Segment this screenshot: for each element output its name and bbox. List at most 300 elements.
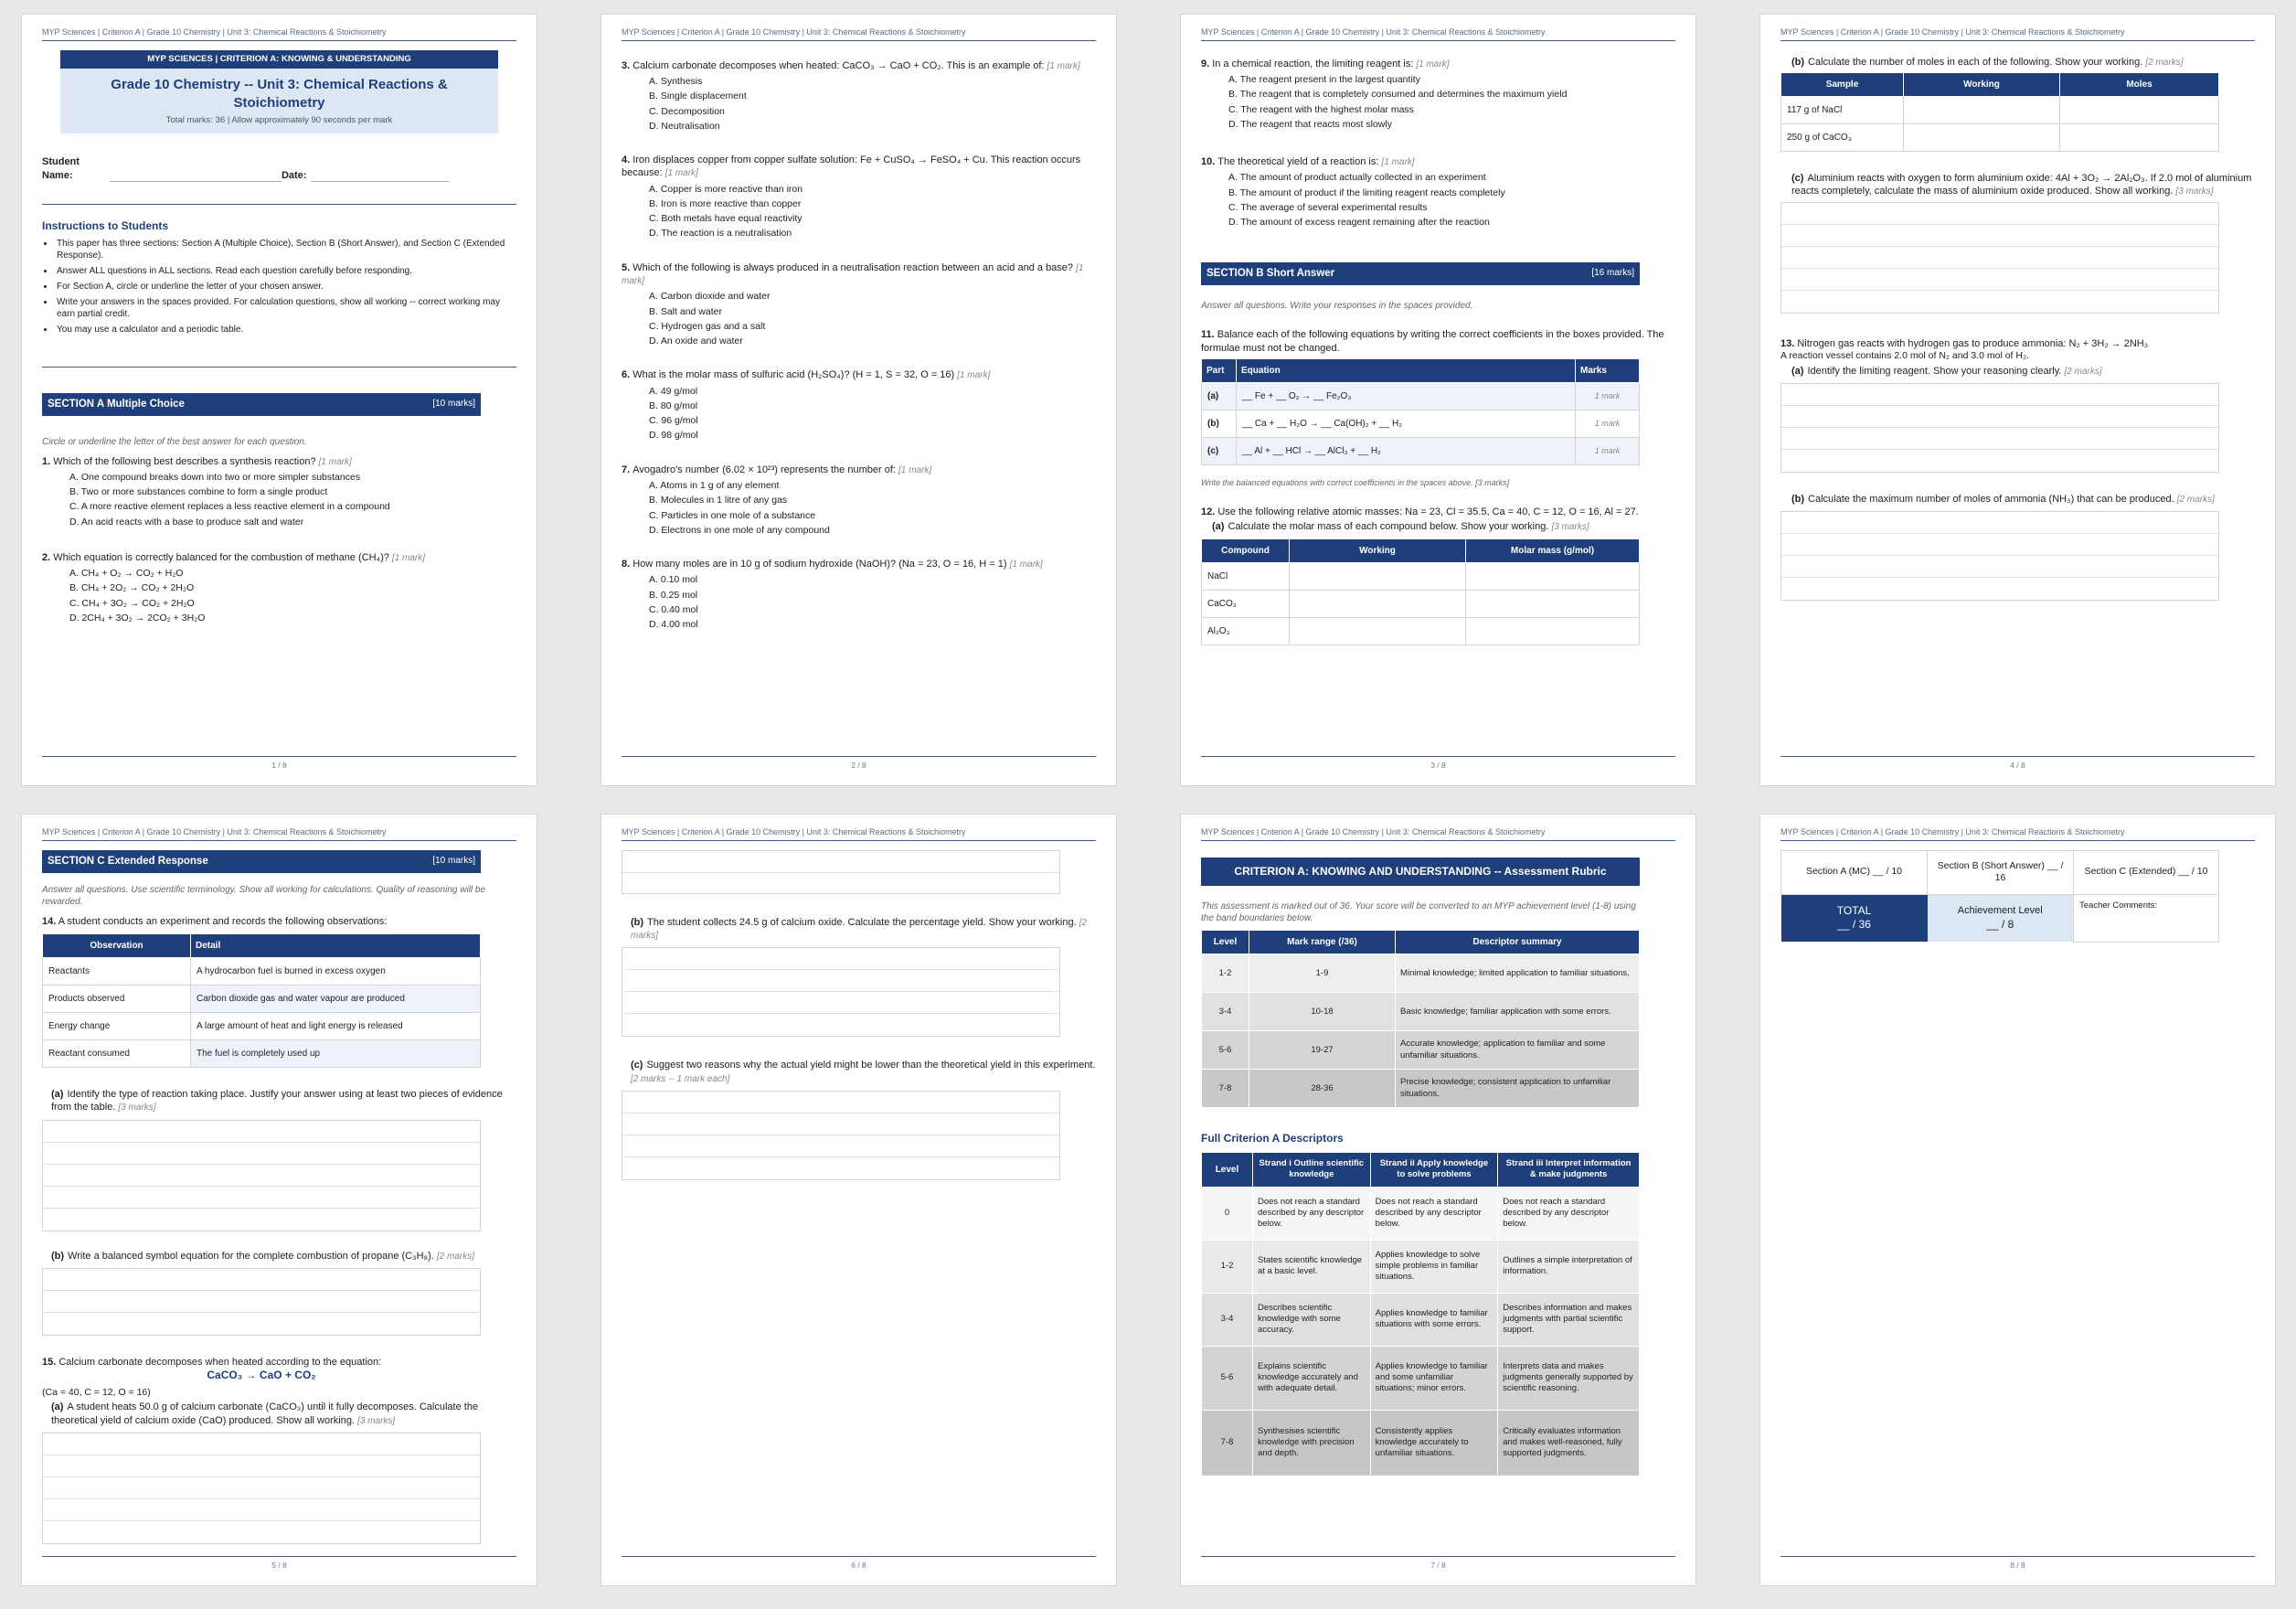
question-15 (42, 1356, 516, 1369)
option[interactable]: C. Hydrogen gas and a salt (649, 320, 766, 332)
question-12b (1791, 56, 2255, 69)
observation-cell: Reactant consumed (43, 1039, 191, 1067)
answer-box[interactable] (1780, 511, 2219, 601)
option[interactable]: C. 0.40 mol (649, 603, 698, 615)
section-note: Answer all questions. Use scientific terminology. Show all working for calculations. Quality of reasoning will be rewarded. (42, 884, 486, 907)
working-cell[interactable] (1904, 96, 2060, 123)
option[interactable]: D. An acid reacts with a base to produce salt and water (69, 516, 304, 527)
column-header: Observation (43, 933, 191, 957)
score-summary-table (1780, 850, 2219, 943)
running-header: MYP Sciences | Criterion A | Grade 10 Chemistry | Unit 3: Chemical Reactions & Stoichiometry (1780, 827, 2255, 841)
part-label: (b) (1202, 410, 1237, 437)
question-number: 8. (622, 559, 631, 570)
table-row (43, 1012, 481, 1039)
question-number: 14. (42, 915, 57, 927)
strand-cell: Explains scientific knowledge accurately and with adequate detail. (1253, 1346, 1371, 1410)
section-marks: [10 marks] (432, 855, 475, 866)
page-footer: 8 / 8 (1780, 1556, 2255, 1571)
table-row (43, 957, 481, 985)
rubric-title: CRITERION A: KNOWING AND UNDERSTANDING -- Assessment Rubric (1201, 858, 1640, 887)
section-b-score[interactable]: Section B (Short Answer) __ / 16 (1928, 850, 2074, 894)
working-cell[interactable] (1290, 563, 1466, 591)
column-header: Descriptor summary (1396, 931, 1640, 954)
option[interactable]: A. Carbon dioxide and water (649, 291, 771, 303)
section-a-score[interactable]: Section A (MC) __ / 10 (1781, 850, 1928, 894)
answer-cell[interactable] (1466, 618, 1640, 645)
achievement-level[interactable] (1928, 894, 2074, 942)
option[interactable]: C. CH₄ + 3O₂ → CO₂ + 2H₂O (69, 597, 195, 609)
page-footer: 6 / 8 (622, 1556, 1096, 1571)
section-title: SECTION C Extended Response (48, 855, 208, 867)
full-descriptors-heading: Full Criterion A Descriptors (1201, 1132, 1344, 1145)
sub-mark: [2 marks] (2176, 494, 2215, 505)
table-row (1202, 1240, 1640, 1293)
sub-label: (c) (1791, 172, 1804, 184)
part-label: (a) (1202, 382, 1237, 410)
sub-text: Aluminium reacts with oxygen to form aluminium oxide: 4Al + 3O₂ → 2Al₂O₃. If 2.0 mol of aluminium reacts completely, calculate the mass of aluminium oxide produced. Show all working. (1791, 172, 2252, 197)
question-13-context: A reaction vessel contains 2.0 mol of N₂ and 3.0 mol of H₂. (1780, 349, 2029, 361)
range-cell: 1-9 (1249, 954, 1396, 993)
option[interactable]: A. 49 g/mol (649, 385, 698, 397)
option[interactable]: B. Salt and water (649, 305, 722, 317)
table-row (1202, 1293, 1640, 1346)
option[interactable]: A. Synthesis (649, 75, 703, 87)
option[interactable]: A. Copper is more reactive than iron (649, 183, 803, 195)
sub-text: Write a balanced symbol equation for the complete combustion of propane (C₃H₈). (68, 1250, 434, 1262)
running-header: MYP Sciences | Criterion A | Grade 10 Chemistry | Unit 3: Chemical Reactions & Stoichiometry (1201, 827, 1675, 841)
answer-box[interactable] (622, 850, 1060, 894)
question-number: 2. (42, 551, 51, 563)
range-cell: 19-27 (1249, 1031, 1396, 1070)
date-line[interactable] (312, 164, 449, 182)
column-header: Sample (1781, 72, 1904, 96)
question-13a (1791, 365, 2255, 378)
section-b-header (1201, 262, 1640, 285)
option[interactable]: D. 4.00 mol (649, 619, 698, 631)
question-mark: [1 mark] (1416, 59, 1450, 69)
question-text: Which equation is correctly balanced for the combustion of methane (CH₄)? (53, 551, 389, 563)
observation-cell: Reactants (43, 957, 191, 985)
sub-text: Calculate the number of moles in each of the following. Show your working. (1808, 56, 2143, 68)
descriptor-cell: Minimal knowledge; limited application to familiar situations. (1396, 954, 1640, 993)
sub-text: Calculate the molar mass of each compound below. Show your working. (1228, 520, 1549, 532)
sub-label: (b) (1791, 56, 1805, 68)
table-row (1202, 437, 1640, 464)
question-10 (1201, 155, 1675, 229)
sub-label: (b) (1791, 493, 1805, 505)
question-number: 9. (1201, 58, 1210, 69)
option[interactable]: C. The reagent with the highest molar mass (1228, 103, 1414, 115)
strand-cell: Describes scientific knowledge with some accuracy. (1253, 1293, 1371, 1346)
running-header: MYP Sciences | Criterion A | Grade 10 Chemistry | Unit 3: Chemical Reactions & Stoichiometry (622, 827, 1096, 841)
option[interactable]: B. 0.25 mol (649, 589, 698, 601)
answer-box[interactable] (1780, 383, 2219, 473)
option[interactable]: D. 2CH₄ + 3O₂ → 2CO₂ + 3H₂O (69, 612, 206, 623)
question-number: 10. (1201, 156, 1216, 168)
sub-label: (a) (1212, 520, 1225, 532)
question-number: 11. (1201, 329, 1215, 341)
question-2 (42, 551, 516, 625)
instruction-item: • This paper has three sections: Section A (Multiple Choice), Section B (Short Answer), and Section C (Extended Response). (55, 238, 516, 261)
detail-cell: A hydrocarbon fuel is burned in excess oxygen (191, 957, 481, 985)
sub-mark: [3 marks] (357, 1415, 396, 1426)
level-cell: 1-2 (1202, 954, 1249, 993)
question-15c (631, 1059, 1096, 1085)
range-cell: 28-36 (1249, 1070, 1396, 1108)
page-2 (601, 15, 1116, 785)
question-text: Calcium carbonate decomposes when heated according to the equation: (58, 1356, 382, 1368)
column-header: Equation (1237, 358, 1576, 382)
level-cell: 7-8 (1202, 1070, 1249, 1108)
table-row (1202, 954, 1640, 993)
level-cell: 3-4 (1202, 993, 1249, 1031)
molar-mass-table (1201, 538, 1640, 645)
table-row (43, 1039, 481, 1067)
achievement-label: Achievement Level (1957, 905, 2043, 917)
table-row (1202, 993, 1640, 1031)
question-14b (51, 1250, 516, 1263)
answer-cell[interactable] (1466, 563, 1640, 591)
option[interactable]: C. A more reactive element replaces a less reactive element in a compound (69, 501, 390, 513)
question-mark: [1 mark] (898, 464, 932, 475)
strand-cell: Synthesises scientific knowledge with precision and depth. (1253, 1410, 1371, 1476)
sub-label: (c) (631, 1060, 643, 1071)
sub-text: A student heats 50.0 g of calcium carbonate (CaCO₃) until it fully decomposes. Calculate the theoretical yield of calcium oxide (CaO) produced. Show all working. (51, 1401, 479, 1426)
option[interactable]: B. Iron is more reactive than copper (649, 197, 802, 209)
question-text: Nitrogen gas reacts with hydrogen gas to produce ammonia: N₂ + 3H₂ → 2NH₃ (1797, 337, 2149, 349)
title-banner (60, 50, 498, 134)
moles-table (1780, 72, 2219, 152)
compound-cell: NaCl (1202, 563, 1290, 591)
equation-cell[interactable]: __ Ca + __ H₂O → __ Ca(OH)₂ + __ H₂ (1237, 410, 1576, 437)
balancing-table (1201, 358, 1640, 465)
student-name-line[interactable] (110, 164, 282, 182)
option[interactable]: B. Molecules in 1 litre of any gas (649, 495, 788, 506)
column-header: Part (1202, 358, 1237, 382)
question-number: 4. (622, 155, 631, 166)
total-value: __ / 36 (1837, 918, 1871, 932)
sub-label: (b) (631, 916, 644, 928)
answer-cell[interactable] (1466, 591, 1640, 618)
section-title: SECTION A Multiple Choice (48, 398, 185, 410)
table-row (1202, 1031, 1640, 1070)
question-text: What is the molar mass of sulfuric acid (H₂SO₄)? (H = 1, S = 32, O = 16) (632, 369, 955, 381)
question-text: Use the following relative atomic masses: Na = 23, Cl = 35.5, Ca = 40, C = 12, O = 16, Al = 27. (1217, 506, 1639, 517)
page-footer: 2 / 8 (622, 756, 1096, 771)
sub-mark: [2 marks] (2064, 366, 2102, 377)
student-name-field[interactable] (42, 155, 282, 182)
sub-label: (a) (51, 1088, 64, 1100)
total-score[interactable] (1781, 894, 1928, 942)
option[interactable]: A. CH₄ + O₂ → CO₂ + H₂O (69, 568, 184, 580)
page-5 (22, 815, 537, 1585)
option[interactable]: A. 0.10 mol (649, 574, 698, 586)
table-row (1202, 410, 1640, 437)
descriptor-cell: Basic knowledge; familiar application with some errors. (1396, 993, 1640, 1031)
strand-cell: Does not reach a standard described by any descriptor below. (1253, 1187, 1371, 1240)
page-8 (1760, 815, 2275, 1585)
page-footer: 1 / 8 (42, 756, 516, 771)
instruction-item: • You may use a calculator and a periodic table. (55, 324, 516, 336)
question-text: Calcium carbonate decomposes when heated: CaCO₃ → CaO + CO₂. This is an example of: (632, 59, 1045, 71)
detail-cell: The fuel is completely used up (191, 1039, 481, 1067)
column-header: Molar mass (g/mol) (1466, 539, 1640, 563)
question-mark: [1 mark] (318, 456, 352, 467)
sub-mark: [3 marks] (1551, 521, 1589, 532)
sub-label: (b) (51, 1250, 65, 1262)
table-row (1202, 1070, 1640, 1108)
descriptor-cell: Precise knowledge; consistent application to unfamiliar situations. (1396, 1070, 1640, 1108)
strand-cell: Describes information and makes judgments with partial scientific support. (1498, 1293, 1640, 1346)
question-text: Which of the following best describes a synthesis reaction? (53, 455, 316, 467)
band-table (1201, 930, 1640, 1108)
strand-cell: Applies knowledge to familiar situations with some errors. (1370, 1293, 1498, 1346)
sub-text: Identify the type of reaction taking place. Justify your answer using at least two pieces of evidence from the table. (51, 1088, 503, 1114)
sub-label: (a) (1791, 365, 1804, 377)
sub-mark: [3 marks] (118, 1103, 156, 1114)
instruction-item: • Write your answers in the spaces provided. For calculation questions, show all working -- correct working may earn partial credit. (55, 296, 516, 320)
question-13b (1791, 493, 2255, 506)
column-header: Strand ii Apply knowledge to solve problems (1370, 1152, 1498, 1187)
compound-cell: Al₂O₃ (1202, 618, 1290, 645)
running-header: MYP Sciences | Criterion A | Grade 10 Chemistry | Unit 3: Chemical Reactions & Stoichiometry (622, 27, 1096, 41)
question-text: The theoretical yield of a reaction is: (1217, 156, 1379, 168)
answer-box[interactable] (622, 1091, 1060, 1180)
answer-box[interactable] (42, 1433, 481, 1544)
observation-cell: Energy change (43, 1012, 191, 1039)
option[interactable]: C. Both metals have equal reactivity (649, 213, 803, 225)
student-name-label: Student Name: (42, 156, 80, 181)
sub-mark: [2 marks -- 1 mark each] (631, 1073, 730, 1084)
question-12c (1791, 172, 2255, 198)
part-label: (c) (1202, 437, 1237, 464)
section-note: Circle or underline the letter of the best answer for each question. (42, 436, 307, 447)
sub-text: Calculate the maximum number of moles of ammonia (NH₃) that can be produced. (1808, 493, 2174, 505)
exam-subtitle: Total marks: 36 | Allow approximately 90 seconds per mark (165, 115, 393, 126)
table-row (1202, 563, 1640, 591)
column-header: Level (1202, 1152, 1253, 1187)
working-cell[interactable] (1290, 618, 1466, 645)
column-header: Mark range (/36) (1249, 931, 1396, 954)
divider (42, 367, 516, 368)
option[interactable]: D. Electrons in one mole of any compound (649, 524, 830, 536)
detail-cell: A large amount of heat and light energy is released (191, 1012, 481, 1039)
option[interactable]: D. The reagent that reacts most slowly (1228, 118, 1392, 130)
column-header: Marks (1576, 358, 1640, 382)
section-c-score[interactable]: Section C (Extended) __ / 10 (2074, 850, 2219, 894)
sub-mark: [2 marks] (631, 917, 1088, 941)
option[interactable]: D. 98 g/mol (649, 430, 698, 442)
table-row (43, 985, 481, 1012)
option[interactable]: A. The amount of product actually collected in an experiment (1228, 172, 1486, 184)
strand-cell: Critically evaluates information and makes well-reasoned, fully supported judgments. (1498, 1410, 1640, 1476)
section-a-header (42, 393, 481, 416)
sub-text: The student collects 24.5 g of calcium oxide. Calculate the percentage yield. Show your working. (647, 916, 1077, 928)
strand-cell: Does not reach a standard described by any descriptor below. (1498, 1187, 1640, 1240)
option[interactable]: B. CH₄ + 2O₂ → CO₂ + 2H₂O (69, 582, 195, 594)
level-cell: 5-6 (1202, 1031, 1249, 1070)
option[interactable]: D. The amount of excess reagent remaining after the reaction (1228, 217, 1490, 229)
option[interactable]: D. An oxide and water (649, 336, 743, 347)
sub-mark: [2 marks] (2145, 57, 2184, 68)
option[interactable]: A. One compound breaks down into two or more simpler substances (69, 471, 361, 483)
exam-title: Grade 10 Chemistry -- Unit 3: Chemical Reactions & Stoichiometry (111, 77, 448, 111)
column-header: Level (1202, 931, 1249, 954)
option[interactable]: A. The reagent present in the largest quantity (1228, 73, 1420, 85)
column-header: Moles (2060, 72, 2219, 96)
column-header: Working (1904, 72, 2060, 96)
option[interactable]: B. The amount of product if the limiting reagent reacts completely (1228, 186, 1505, 198)
option[interactable]: D. The reaction is a neutralisation (649, 228, 792, 240)
option[interactable]: C. The average of several experimental results (1228, 201, 1428, 213)
question-text: Which of the following is always produced in a neutralisation reaction between an acid and a base? (632, 261, 1074, 273)
mark-cell: 1 mark (1576, 382, 1640, 410)
question-mark: [1 mark] (622, 262, 1084, 286)
page-3 (1181, 15, 1695, 785)
option[interactable]: C. Particles in one mole of a substance (649, 509, 816, 521)
table-row (1781, 123, 2219, 151)
question-mark: [1 mark] (1009, 559, 1043, 570)
teacher-comments[interactable]: Teacher Comments: (2074, 894, 2219, 942)
section-marks: [16 marks] (1591, 268, 1634, 279)
instructions-heading: Instructions to Students (42, 218, 168, 232)
level-cell: 7-8 (1202, 1410, 1253, 1476)
question-number: 12. (1201, 506, 1216, 517)
option[interactable]: C. Decomposition (649, 105, 725, 117)
question-1 (42, 455, 516, 529)
question-11 (1201, 328, 1675, 355)
running-header: MYP Sciences | Criterion A | Grade 10 Chemistry | Unit 3: Chemical Reactions & Stoichiometry (1201, 27, 1675, 41)
question-number: 7. (622, 464, 631, 475)
question-text: Balance each of the following equations by writing the correct coefficients in the boxes provided. The formulae must not be changed. (1201, 329, 1664, 354)
question-text: Iron displaces copper from copper sulfate solution: Fe + CuSO₄ → FeSO₄ + Cu. This reaction occurs because: (622, 155, 1081, 179)
equation-cell[interactable]: __ Al + __ HCl → __ AlCl₃ + __ H₂ (1237, 437, 1576, 464)
answer-box[interactable] (42, 1268, 481, 1336)
question-number: 15. (42, 1356, 57, 1368)
sub-label: (a) (51, 1401, 64, 1413)
running-header: MYP Sciences | Criterion A | Grade 10 Chemistry | Unit 3: Chemical Reactions & Stoichiometry (42, 827, 516, 841)
working-cell[interactable] (1904, 123, 2060, 151)
question-14 (42, 915, 516, 928)
table-row (1202, 618, 1640, 645)
page-footer: 3 / 8 (1201, 756, 1675, 771)
table-row (1202, 382, 1640, 410)
question-13 (1780, 337, 2255, 350)
running-header: MYP Sciences | Criterion A | Grade 10 Chemistry | Unit 3: Chemical Reactions & Stoichiometry (1780, 27, 2255, 41)
mark-cell: 1 mark (1576, 410, 1640, 437)
question-6 (622, 368, 1096, 442)
question-mark: [1 mark] (1381, 157, 1415, 168)
question-number: 5. (622, 261, 631, 273)
answer-box[interactable] (622, 947, 1060, 1037)
question-8 (622, 558, 1096, 632)
page-1 (22, 15, 537, 785)
question-14a (51, 1088, 516, 1114)
option[interactable]: B. Two or more substances combine to form a single product (69, 486, 328, 498)
running-header: MYP Sciences | Criterion A | Grade 10 Chemistry | Unit 3: Chemical Reactions & Stoichiometry (42, 27, 516, 41)
divider (42, 204, 516, 205)
question-7 (622, 464, 1096, 538)
strand-cell: States scientific knowledge at a basic level. (1253, 1240, 1371, 1293)
sub-text: Identify the limiting reagent. Show your reasoning clearly. (1807, 365, 2062, 377)
page-footer: 4 / 8 (1780, 756, 2255, 771)
instruction-item: • For Section A, circle or underline the letter of your chosen answer. (55, 281, 516, 293)
page-4 (1760, 15, 2275, 785)
level-cell: 1-2 (1202, 1240, 1253, 1293)
strand-cell: Outlines a simple interpretation of information. (1498, 1240, 1640, 1293)
instructions-list (55, 238, 516, 336)
level-cell: 0 (1202, 1187, 1253, 1240)
option[interactable]: C. 96 g/mol (649, 415, 698, 427)
question-text: How many moles are in 10 g of sodium hydroxide (NaOH)? (Na = 23, O = 16, H = 1) (632, 559, 1007, 570)
descriptor-table (1201, 1152, 1640, 1476)
strand-cell: Applies knowledge to familiar and some unfamiliar situations; minor errors. (1370, 1346, 1498, 1410)
question-3 (622, 59, 1096, 133)
option[interactable]: B. Single displacement (649, 91, 747, 102)
strand-cell: Applies knowledge to solve simple problems in familiar situations. (1370, 1240, 1498, 1293)
strand-cell: Consistently applies knowledge accurately to unfamiliar situations. (1370, 1410, 1498, 1476)
level-cell: 5-6 (1202, 1346, 1253, 1410)
table-row (1202, 1410, 1640, 1476)
section-note: Answer all questions. Write your responses in the spaces provided. (1201, 301, 1473, 312)
question-12 (1201, 506, 1675, 518)
table-note: Write the balanced equations with correct coefficients in the spaces above. [3 marks] (1201, 477, 1510, 487)
sub-mark: [2 marks] (436, 1251, 474, 1262)
column-header: Detail (191, 933, 481, 957)
question-12a (1212, 520, 1675, 533)
observation-cell: Products observed (43, 985, 191, 1012)
section-c-header (42, 850, 481, 873)
equation-cell[interactable]: __ Fe + __ O₂ → __ Fe₂O₃ (1237, 382, 1576, 410)
descriptor-cell: Accurate knowledge; application to familiar and some unfamiliar situations. (1396, 1031, 1640, 1070)
page-footer: 7 / 8 (1201, 1556, 1675, 1571)
section-marks: [10 marks] (432, 398, 475, 409)
option[interactable]: A. Atoms in 1 g of any element (649, 480, 780, 492)
answer-box[interactable] (1780, 202, 2219, 314)
instruction-item: • Answer ALL questions in ALL sections. Read each question carefully before responding. (55, 265, 516, 277)
table-row (1202, 1187, 1640, 1240)
column-header: Working (1290, 539, 1466, 563)
question-number: 6. (622, 369, 631, 381)
question-4 (622, 154, 1096, 241)
column-header: Compound (1202, 539, 1290, 563)
achievement-value: __ / 8 (1986, 917, 2014, 931)
option[interactable]: B. 80 g/mol (649, 400, 698, 411)
option[interactable]: B. The reagent that is completely consumed and determines the maximum yield (1228, 89, 1568, 101)
level-cell: 3-4 (1202, 1293, 1253, 1346)
table-row (1781, 96, 2219, 123)
date-label: Date: (281, 169, 307, 181)
detail-cell: Carbon dioxide gas and water vapour are produced (191, 985, 481, 1012)
sample-cell: 250 g of CaCO₃ (1781, 123, 1904, 151)
working-cell[interactable] (1290, 591, 1466, 618)
answer-cell[interactable] (2060, 96, 2219, 123)
strand-cell: Interprets data and makes judgments generally supported by scientific reasoning. (1498, 1346, 1640, 1410)
rubric-note: This assessment is marked out of 36. Your score will be converted to an MYP achievement level (1-8) using the band boundaries below. (1201, 901, 1636, 924)
column-header: Strand iii Interpret information & make judgments (1498, 1152, 1640, 1187)
atomic-masses: (Ca = 40, C = 12, O = 16) (42, 1386, 151, 1398)
answer-box[interactable] (42, 1120, 481, 1231)
banner-label: MYP SCIENCES | CRITERION A: KNOWING & UNDERSTANDING (60, 50, 498, 69)
question-mark: [1 mark] (1047, 60, 1080, 71)
question-mark: [1 mark] (664, 168, 698, 179)
answer-cell[interactable] (2060, 123, 2219, 151)
column-header: Strand i Outline scientific knowledge (1253, 1152, 1371, 1187)
mark-cell: 1 mark (1576, 437, 1640, 464)
option[interactable]: D. Neutralisation (649, 120, 720, 132)
question-15b (631, 916, 1096, 943)
date-field[interactable] (282, 155, 516, 182)
